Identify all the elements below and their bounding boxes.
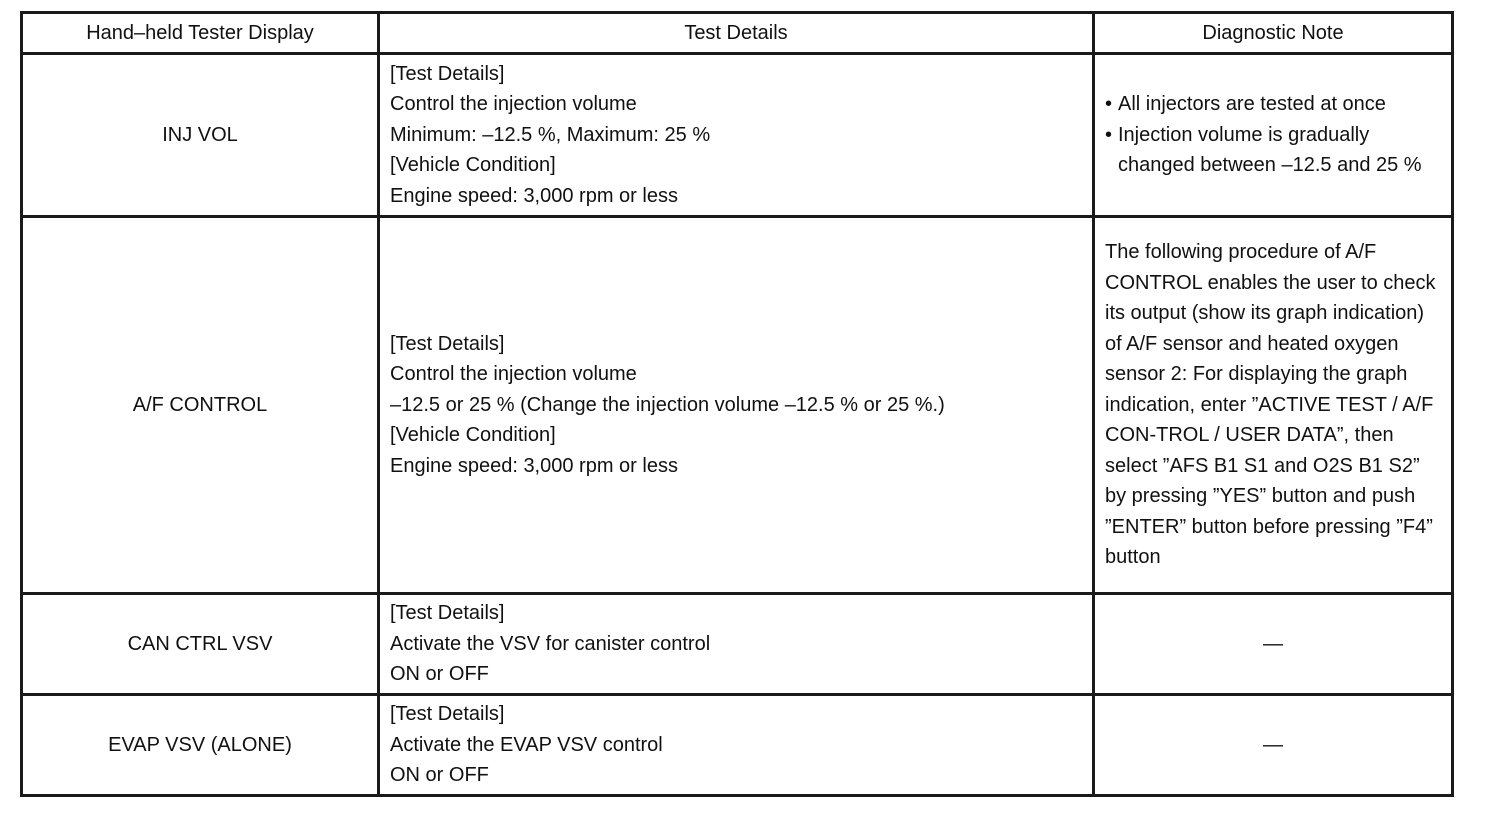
- details-cell: [379, 217, 1094, 594]
- note-text: The following procedure of A/F CONTROL enables the user to check its output (show its graph indication) of A/F sensor and heated oxygen sensor 2: For displaying the graph indication, enter ”ACTIVE TEST / A/F CON-TROL / USER DATA”, then select ”AFS B1 S1 and O2S B1 S2” by pressing ”YES” button and push ”ENTER” button before pressing ”F4” button: [1105, 241, 1436, 569]
- note-bullet: • All injectors are tested at once: [1105, 89, 1443, 120]
- details-line: [Test Details]: [390, 332, 505, 355]
- details-cell: [379, 695, 1094, 796]
- details-line: Control the injection volume: [390, 93, 637, 116]
- header-note: Diagnostic Note: [1094, 13, 1453, 54]
- details-line: ON or OFF: [390, 663, 489, 686]
- note-cell: [1094, 217, 1453, 594]
- details-line: Activate the EVAP VSV control: [390, 733, 663, 756]
- note-cell: —: [1094, 695, 1453, 796]
- note-bullet: • Injection volume is gradually changed between –12.5 and 25 %: [1105, 120, 1443, 181]
- header-row: [22, 13, 1453, 54]
- display-cell: CAN CTRL VSV: [22, 594, 379, 695]
- note-cell: —: [1094, 594, 1453, 695]
- details-line: Control the injection volume: [390, 363, 637, 386]
- details-cell: [379, 594, 1094, 695]
- details-line: ON or OFF: [390, 764, 489, 787]
- details-line: –12.5 or 25 % (Change the injection volume –12.5 % or 25 %.): [390, 393, 945, 416]
- header-details: Test Details: [379, 13, 1094, 54]
- details-cell: [379, 54, 1094, 217]
- details-line: [Vehicle Condition]: [390, 154, 556, 177]
- details-line: Engine speed: 3,000 rpm or less: [390, 454, 678, 477]
- details-line: Minimum: –12.5 %, Maximum: 25 %: [390, 123, 711, 146]
- note-cell: [1094, 54, 1453, 217]
- table-row: [22, 217, 1453, 594]
- table-row: [22, 594, 1453, 695]
- table-row: [22, 695, 1453, 796]
- note-bullet-list: [1105, 89, 1443, 181]
- display-cell: EVAP VSV (ALONE): [22, 695, 379, 796]
- details-line: Activate the VSV for canister control: [390, 632, 711, 655]
- active-test-table: [20, 11, 1454, 797]
- details-line: Engine speed: 3,000 rpm or less: [390, 184, 678, 207]
- details-line: [Test Details]: [390, 602, 505, 625]
- details-line: [Test Details]: [390, 62, 505, 85]
- display-cell: A/F CONTROL: [22, 217, 379, 594]
- display-cell: INJ VOL: [22, 54, 379, 217]
- table-row: [22, 54, 1453, 217]
- details-line: [Vehicle Condition]: [390, 424, 556, 447]
- details-line: [Test Details]: [390, 703, 505, 726]
- header-display: Hand–held Tester Display: [22, 13, 379, 54]
